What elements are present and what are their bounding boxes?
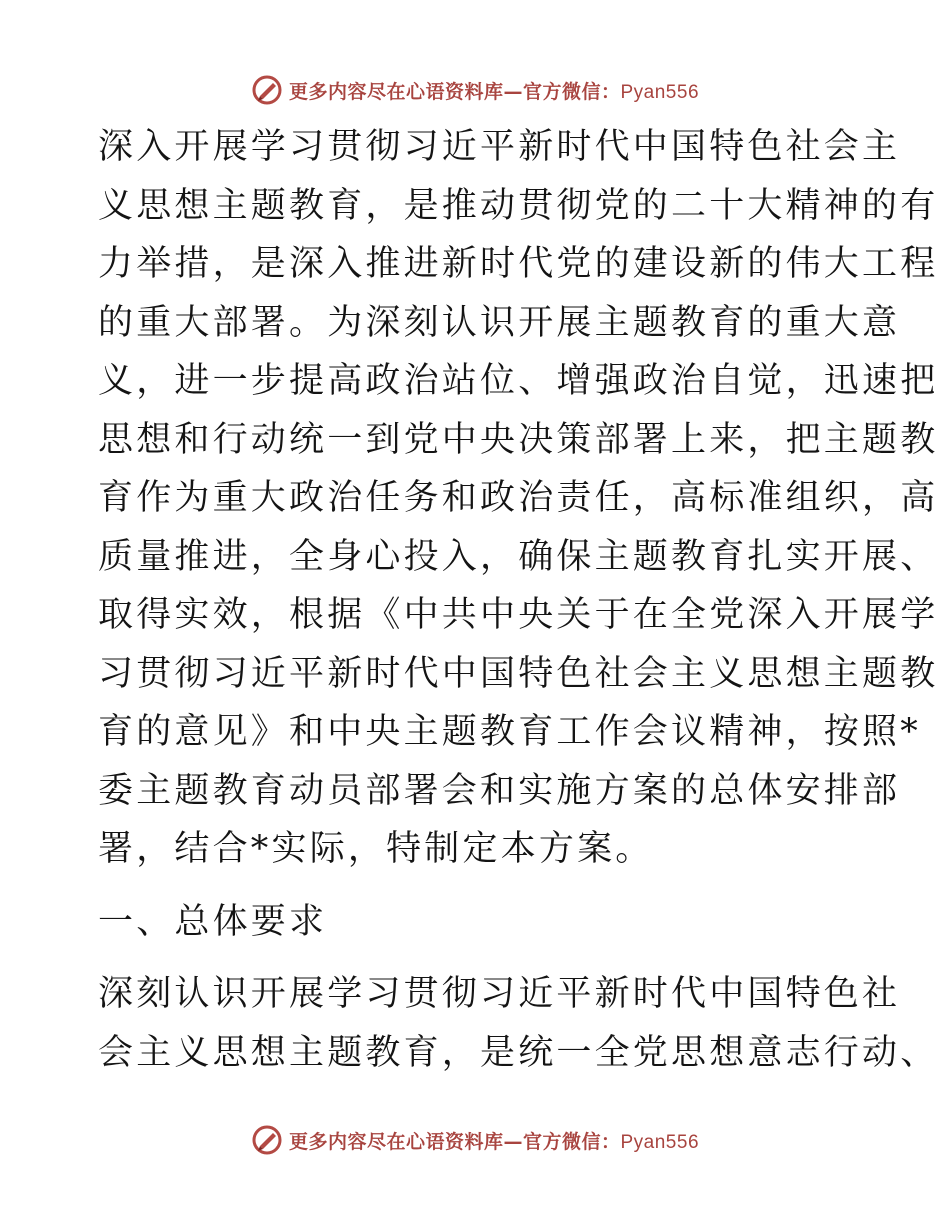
text-line: 育作为重大政治任务和政治责任，高标准组织，高 — [98, 478, 939, 518]
footer-banner-cn: 更多内容尽在心语资料库—官方微信： — [288, 1130, 621, 1153]
footer-banner — [0, 1120, 950, 1160]
pen-circle-logo-icon — [251, 1124, 283, 1156]
section-heading: 一、总体要求 — [98, 901, 328, 942]
document-body — [98, 118, 939, 1082]
text-line: 深刻认识开展学习贯彻习近平新时代中国特色社 — [98, 974, 901, 1014]
header-banner-wechat-id: Pyan556 — [620, 81, 700, 103]
text-line: 会主义思想主题教育，是统一全党思想意志行动、 — [98, 1032, 939, 1073]
text-line: 习贯彻习近平新时代中国特色社会主义思想主题教 — [98, 653, 939, 694]
text-line: 义思想主题教育，是推动贯彻党的二十大精神的有 — [98, 185, 939, 226]
paragraph-1 — [98, 118, 939, 879]
text-line: 育的意见》和中央主题教育工作会议精神，按照* — [98, 712, 921, 752]
header-banner-cn: 更多内容尽在心语资料库—官方微信： — [288, 80, 621, 103]
text-line: 委主题教育动员部署会和实施方案的总体安排部 — [98, 770, 901, 811]
text-line: 力举措，是深入推进新时代党的建设新的伟大工程 — [98, 244, 939, 284]
text-line: 义，进一步提高政治站位、增强政治自觉，迅速把 — [98, 361, 939, 401]
text-line: 取得实效，根据《中共中央关于在全党深入开展学 — [98, 595, 939, 635]
text-line: 的重大部署。为深刻认识开展主题教育的重大意 — [98, 302, 901, 343]
text-line: 深入开展学习贯彻习近平新时代中国特色社会主 — [98, 127, 901, 167]
text-line: 署，结合*实际，特制定本方案。 — [98, 829, 654, 869]
header-banner-text — [289, 77, 699, 104]
text-line: 思想和行动统一到党中央决策部署上来，把主题教 — [98, 419, 939, 460]
footer-banner-text — [289, 1127, 699, 1154]
paragraph-2 — [98, 965, 939, 1082]
text-line: 质量推进，全身心投入，确保主题教育扎实开展、 — [98, 536, 939, 577]
pen-circle-logo-icon — [251, 74, 283, 106]
footer-banner-wechat-id: Pyan556 — [620, 1131, 700, 1153]
header-banner — [0, 70, 950, 110]
